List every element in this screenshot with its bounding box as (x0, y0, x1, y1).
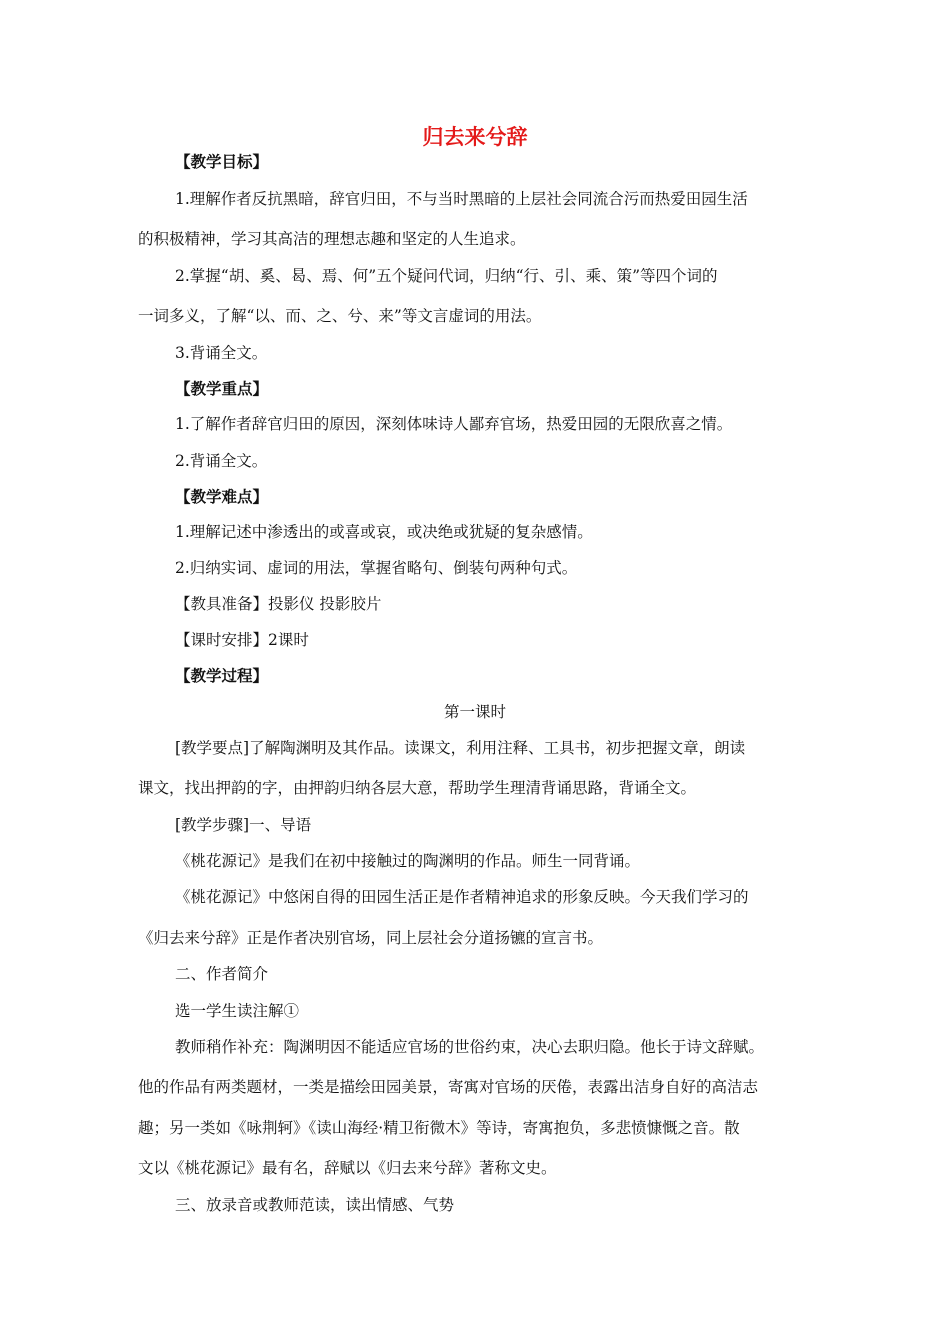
key-point-1: 1.了解作者辞官归田的原因，深刻体味诗人鄙弃官场，热爱田园的无限欣喜之情。 (175, 415, 733, 433)
teaching-steps-intro: [教学步骤]一、导语 (175, 816, 312, 834)
objective-2-line-1: 2.掌握“胡、奚、曷、焉、何”五个疑问代词，归纳“行、引、乘、策”等四个词的 (175, 267, 718, 285)
difficulty-1: 1.理解记述中渗透出的或喜或哀，或决绝或犹疑的复杂感情。 (175, 523, 593, 541)
teaching-aids: 【教具准备】投影仪 投影胶片 (175, 595, 382, 613)
lesson-one-heading: 第一课时 (443, 703, 506, 721)
author-intro-line-1: 教师稍作补充：陶渊明因不能适应官场的世俗约束，决心去职归隐。他长于诗文辞赋。 (175, 1038, 765, 1056)
section-heading-process: 【教学过程】 (175, 666, 269, 685)
intro-paragraph-1: 《桃花源记》是我们在初中接触过的陶渊明的作品。师生一同背诵。 (175, 852, 641, 870)
lesson-schedule: 【课时安排】2课时 (175, 631, 309, 649)
intro-paragraph-2-line-1: 《桃花源记》中悠闲自得的田园生活正是作者精神追求的形象反映。今天我们学习的 (175, 888, 749, 906)
section-heading-objectives: 【教学目标】 (175, 152, 269, 171)
author-intro-instruction: 选一学生读注解① (175, 1002, 300, 1020)
difficulty-2: 2.归纳实词、虚词的用法，掌握省略句、倒装句两种句式。 (175, 559, 578, 577)
objective-1-line-1: 1.理解作者反抗黑暗，辞官归田，不与当时黑暗的上层社会同流合污而热爱田园生活 (175, 190, 748, 208)
author-intro-line-3: 趣；另一类如《咏荆轲》《读山海经·精卫衔微木》等诗，寄寓抱负，多悲愤慷慨之音。散 (138, 1119, 740, 1137)
intro-paragraph-2-line-2: 《归去来兮辞》正是作者决别官场，同上层社会分道扬镳的宣言书。 (138, 929, 604, 947)
key-point-2: 2.背诵全文。 (175, 452, 268, 470)
teaching-points-line-1: [教学要点]了解陶渊明及其作品。读课文，利用注释、工具书，初步把握文章，朗读 (175, 739, 746, 757)
teaching-points-line-2: 课文，找出押韵的字，由押韵归纳各层大意，帮助学生理清背诵思路，背诵全文。 (138, 779, 697, 797)
author-intro-line-2: 他的作品有两类题材，一类是描绘田园美景，寄寓对官场的厌倦，表露出洁身自好的高洁志 (138, 1078, 759, 1096)
objective-1-line-2: 的积极精神，学习其高洁的理想志趣和坚定的人生追求。 (138, 230, 526, 248)
author-intro-heading: 二、作者简介 (175, 965, 269, 983)
objective-2-line-2: 一词多义，了解“以、而、之、兮、来”等文言虚词的用法。 (138, 307, 542, 325)
author-intro-line-4: 文以《桃花源记》最有名，辞赋以《归去来兮辞》著称文史。 (138, 1159, 557, 1177)
recording-heading: 三、放录音或教师范读，读出情感、气势 (175, 1196, 455, 1214)
page-title: 归去来兮辞 (422, 125, 528, 149)
section-heading-key-points: 【教学重点】 (175, 379, 269, 398)
objective-3: 3.背诵全文。 (175, 344, 268, 362)
section-heading-difficulties: 【教学难点】 (175, 487, 269, 506)
